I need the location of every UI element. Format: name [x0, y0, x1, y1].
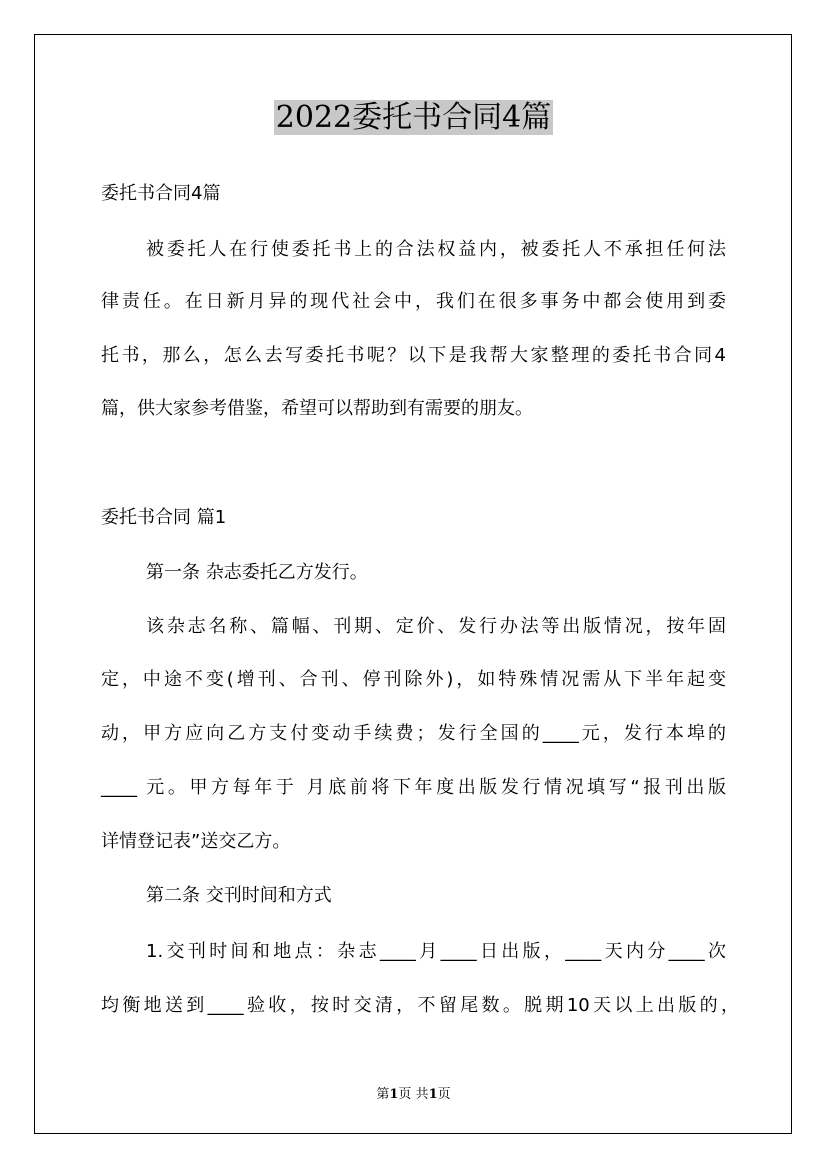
- section-heading: 委托书合同 篇1: [101, 507, 227, 528]
- paragraph-line: 篇，供大家参考借鉴，希望可以帮助到有需要的朋友。: [101, 398, 533, 419]
- section-heading: 委托书合同4篇: [101, 183, 221, 204]
- footer-prefix: 第: [376, 1087, 390, 1102]
- paragraph-line: 托书，那么，怎么去写委托书呢？以下是我帮大家整理的委托书合同4: [101, 345, 726, 366]
- document-title: [0, 96, 827, 140]
- footer-page-number: 1: [389, 1087, 399, 1102]
- paragraph-line: 律责任。在日新月异的现代社会中，我们在很多事务中都会使用到委: [101, 291, 726, 312]
- paragraph-line: 被委托人在行使委托书上的合法权益内，被委托人不承担任何法: [146, 239, 726, 260]
- footer-mid: 页 共: [398, 1087, 429, 1102]
- article-heading: 第一条 杂志委托乙方发行。: [146, 562, 368, 583]
- page-footer: [0, 1083, 827, 1102]
- article-heading: 第二条 交刊时间和方式: [146, 885, 332, 906]
- paragraph-line: 动，甲方应向乙方支付变动手续费；发行全国的____元，发行本埠的: [101, 723, 726, 744]
- paragraph-line: 该杂志名称、篇幅、刊期、定价、发行办法等出版情况，按年固: [146, 616, 726, 637]
- paragraph-line: 均衡地送到____验收，按时交清，不留尾数。脱期10天以上出版的，: [101, 995, 739, 1016]
- paragraph-line: 1.交刊时间和地点：杂志____月____日出版，____天内分____次: [146, 941, 726, 962]
- paragraph-line: ____ 元。甲方每年于 月底前将下年度出版发行情况填写“报刊出版: [101, 777, 726, 798]
- footer-suffix: 页: [437, 1087, 451, 1102]
- paragraph-line: 定，中途不变(增刊、合刊、停刊除外)，如特殊情况需从下半年起变: [101, 669, 726, 690]
- paragraph-line: 详情登记表”送交乙方。: [101, 831, 291, 852]
- document-title-text: 2022委托书合同4篇: [275, 100, 552, 135]
- footer-page-total: 1: [428, 1087, 438, 1102]
